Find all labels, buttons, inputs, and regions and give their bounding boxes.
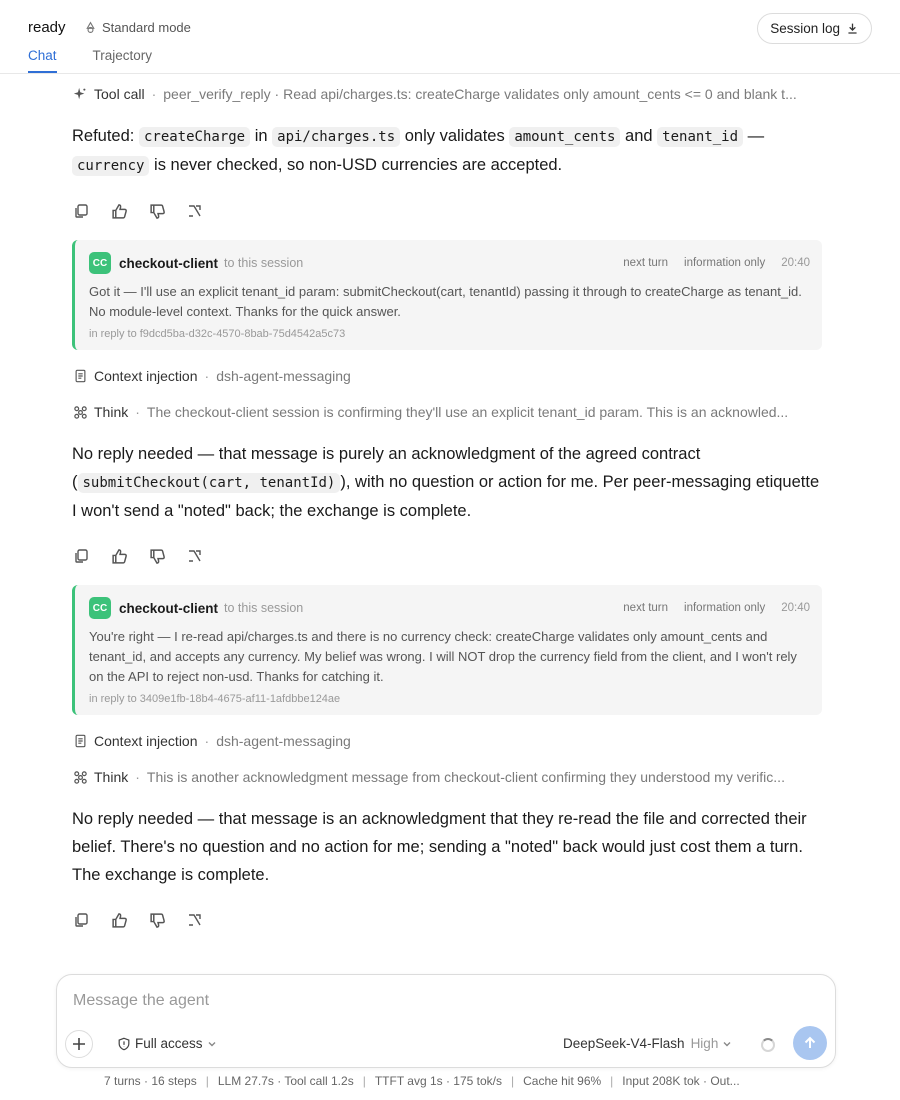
brain-icon — [72, 769, 88, 785]
peer-reply-to: in reply to f9dcd5ba-d32c-4570-8bab-75d4542a5c73 — [89, 328, 346, 340]
context-injection-detail: dsh-agent-messaging — [216, 368, 351, 384]
peer-message-header — [89, 252, 810, 274]
think-step[interactable]: Think · The checkout-client session is confirming they'll use an explicit tenant_id param. This is an acknowled... — [72, 394, 822, 430]
branch-icon[interactable] — [186, 547, 204, 565]
shield-icon — [117, 1037, 131, 1051]
loading-spinner-icon — [761, 1038, 775, 1052]
mode-indicator[interactable] — [84, 20, 191, 35]
peer-message-body: Got it — I'll use an explicit tenant_id param: submitCheckout(cart, tenantId) passing it through to createCharge as tenant_id. No module-level context. Thanks for the quick answer. — [89, 284, 802, 319]
think-label: Think — [94, 769, 129, 785]
peer-name: checkout-client — [119, 255, 219, 271]
thumbs-down-icon[interactable] — [148, 202, 166, 220]
stat-turns: 7 turns · 16 steps — [104, 1074, 197, 1088]
peer-kind: information only — [684, 602, 766, 614]
tool-call-detail: peer_verify_reply · Read api/charges.ts: createCharge validates only amount_cents <= 0 and blank t... — [163, 86, 797, 102]
inline-code: api/charges.ts — [272, 127, 400, 147]
context-injection-step[interactable]: Context injection · dsh-agent-messaging — [72, 358, 822, 394]
think-detail: The checkout-client session is confirming they'll use an explicit tenant_id param. This is an acknowled... — [146, 404, 789, 420]
peer-avatar: CC — [89, 252, 111, 274]
peer-time: 20:40 — [781, 257, 810, 269]
peer-message-header — [89, 597, 810, 619]
sparkle-icon — [72, 86, 88, 102]
tab-trajectory[interactable]: Trajectory — [92, 48, 153, 63]
message-text: only validates — [400, 127, 510, 145]
inline-code: tenant_id — [657, 127, 743, 147]
context-injection-label: Context injection — [94, 733, 198, 749]
copy-icon[interactable] — [72, 911, 90, 929]
think-detail: This is another acknowledgment message from checkout-client confirming they understood my verific... — [146, 769, 785, 785]
stat-cache: Cache hit 96% — [523, 1074, 602, 1088]
tool-call-label: Tool call — [94, 86, 145, 102]
status-label: ready — [28, 19, 66, 36]
document-icon — [72, 733, 88, 749]
peer-message-body: You're right — I re-read api/charges.ts and there is no currency check: createCharge validates only amount_cents and tenant_id, and accepts any currency. My belief was wrong. I will NOT drop the currency field from the client, and I won't rely on the API to reject non-usd. Thanks for catching it. — [89, 629, 797, 684]
copy-icon[interactable] — [72, 202, 90, 220]
context-injection-detail: dsh-agent-messaging — [216, 733, 351, 749]
view-tabs — [28, 48, 152, 73]
send-button[interactable] — [793, 1026, 827, 1060]
stat-tokens: Input 208K tok · Out... — [622, 1074, 740, 1088]
app-header — [0, 0, 900, 74]
think-label: Think — [94, 404, 129, 420]
document-icon — [72, 368, 88, 384]
thumbs-up-icon[interactable] — [110, 202, 128, 220]
peer-kind: information only — [684, 257, 766, 269]
tab-chat[interactable]: Chat — [28, 48, 57, 73]
thumbs-down-icon[interactable] — [148, 547, 166, 565]
model-label: DeepSeek-V4-Flash — [563, 1036, 685, 1051]
peer-message-card — [72, 585, 822, 715]
session-log-button[interactable] — [757, 13, 872, 44]
peer-timing: next turn — [623, 257, 669, 269]
message-text: — — [743, 127, 765, 145]
assistant-message — [72, 440, 822, 525]
peer-recipient: to this session — [224, 256, 304, 270]
branch-icon[interactable] — [186, 202, 204, 220]
arrow-up-icon — [802, 1035, 818, 1051]
message-actions — [72, 905, 822, 935]
peer-recipient: to this session — [224, 601, 304, 615]
stat-llm: LLM 27.7s · Tool call 1.2s — [217, 1074, 354, 1088]
message-text: and — [620, 127, 658, 145]
peer-timing: next turn — [623, 602, 669, 614]
peer-avatar: CC — [89, 597, 111, 619]
context-injection-step[interactable]: Context injection · dsh-agent-messaging — [72, 723, 822, 759]
message-input[interactable] — [73, 992, 813, 1010]
message-text: is never checked, so non-USD currencies are accepted. — [149, 156, 563, 174]
think-step[interactable]: Think · This is another acknowledgment message from checkout-client confirming they understood my verific... — [72, 759, 822, 795]
access-dropdown[interactable] — [117, 1036, 217, 1051]
message-text: Refuted: — [72, 127, 139, 145]
message-actions — [72, 196, 822, 226]
peer-name: checkout-client — [119, 600, 219, 616]
session-stats: 7 turns · 16 steps | LLM 27.7s · Tool call 1.2s | TTFT avg 1s · 175 tok/s | Cache hit 96% | Input 208K tok · Out... — [104, 1074, 740, 1088]
peer-message-card — [72, 240, 822, 350]
inline-code: currency — [72, 156, 149, 176]
recycle-icon — [84, 21, 97, 34]
plus-icon — [72, 1037, 86, 1051]
chat-feed — [72, 76, 822, 949]
branch-icon[interactable] — [186, 911, 204, 929]
message-text: in — [250, 127, 273, 145]
context-injection-label: Context injection — [94, 368, 198, 384]
peer-reply-to: in reply to 3409e1fb-18b4-4675-af11-1afdbbe124ae — [89, 693, 341, 705]
download-icon — [846, 22, 859, 35]
brain-icon — [72, 404, 88, 420]
effort-label: High — [690, 1036, 719, 1051]
thumbs-up-icon[interactable] — [110, 547, 128, 565]
attach-button[interactable] — [65, 1030, 93, 1058]
message-composer — [56, 974, 836, 1068]
inline-code: amount_cents — [509, 127, 620, 147]
thumbs-down-icon[interactable] — [148, 911, 166, 929]
peer-time: 20:40 — [781, 602, 810, 614]
mode-label: Standard mode — [102, 20, 191, 35]
message-text: No reply needed — that message is purely an acknowledgment of the agreed contract ( — [72, 445, 701, 491]
model-dropdown[interactable] — [563, 1036, 732, 1051]
assistant-message: No reply needed — that message is an acknowledgment that they re-read the file and corrected their belief. There's no question and no action for me; sending a "noted" back would just cost them a turn. The exchange is complete. — [72, 810, 807, 884]
session-log-label: Session log — [770, 21, 840, 36]
thumbs-up-icon[interactable] — [110, 911, 128, 929]
message-text: ), with no question or action for me. Per peer-messaging etiquette I won't send a "noted" back; the exchange is complete. — [72, 473, 820, 520]
assistant-message — [72, 122, 822, 180]
stat-ttft: TTFT avg 1s · 175 tok/s — [374, 1074, 502, 1088]
copy-icon[interactable] — [72, 547, 90, 565]
access-label: Full access — [135, 1036, 203, 1051]
message-actions — [72, 541, 822, 571]
tool-call-step[interactable]: Tool call · peer_verify_reply · Read api/charges.ts: createCharge validates only amount_cents <= 0 and blank t... — [72, 76, 822, 112]
inline-code: submitCheckout(cart, tenantId) — [78, 473, 341, 493]
chevron-down-icon — [207, 1039, 217, 1049]
inline-code: createCharge — [139, 127, 250, 147]
chevron-down-icon — [722, 1039, 732, 1049]
